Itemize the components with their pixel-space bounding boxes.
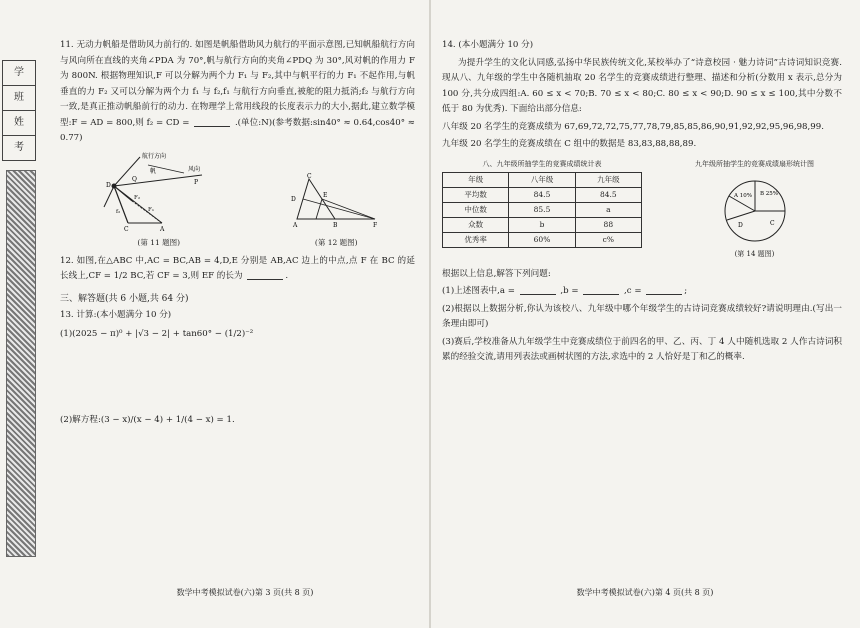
- q11-text: 11. 无动力帆船是借助风力前行的. 如图是帆船借助风力航行的平面示意图,已知帆船航行方向与风向所在直线的夹角∠PDA 为 70°,帆与航行方向的夹角∠PDQ 为 30°,风对帆的作用力 F 为 800N. 根据物理知识,F 可以分解为两个力 F₁ 与 F₂,其中与帆平行的力 F₁ 不起作用,与帆垂直的力 F₂ 又可以分解为两个力 f₁ 与 f₂,f₁ 与航行方向垂直,被舵的阻力抵消;f₂ 与航行方向一致,是真正推动帆船前行的动力. 在物理学上常用线段的长度表示力的大小,据此,建立数学模型:F = AD = 800,则 f₂ = CD =: [60, 40, 415, 128]
- q13-part-2: (2)解方程:(3 − x)/(x − 4) + 1/(4 − x) = 1.: [60, 414, 235, 425]
- footer-page-3: 数学中考模拟试卷(六)第 3 页(共 8 页): [176, 588, 314, 597]
- pie-label-d: D: [737, 221, 743, 229]
- q13-part-1-answer-space[interactable]: [60, 345, 415, 413]
- q14-pie-title: 九年级所抽学生的竞赛成绩扇形统计图: [695, 159, 814, 168]
- figures-11-12: [60, 151, 415, 248]
- svg-text:B: B: [333, 221, 338, 229]
- svg-text:E: E: [323, 191, 328, 199]
- q12-fraction: 1/2: [113, 271, 128, 281]
- q11-label-wind: 风向: [187, 165, 200, 173]
- svg-text:D: D: [105, 181, 111, 189]
- svg-text:f₂: f₂: [115, 208, 120, 215]
- table-cell: 84.5: [575, 187, 641, 202]
- table-cell: b: [509, 217, 575, 232]
- q11-answer-blank[interactable]: [194, 116, 230, 127]
- q14-sub-1-a-label: (1)上述图表中,a =: [442, 286, 515, 296]
- table-cell: 60%: [509, 232, 575, 247]
- binding-label-school: 学: [2, 60, 36, 86]
- q14-figures: [442, 159, 842, 259]
- q14-blank-b[interactable]: [583, 284, 619, 295]
- table-cell: 众数: [443, 217, 509, 232]
- table-header: 九年级: [575, 172, 641, 187]
- pie-chart-svg: [700, 169, 810, 247]
- pie-label-a: A 10%: [733, 192, 752, 199]
- sailboat-force-diagram: [94, 151, 224, 233]
- table-row: [443, 202, 642, 217]
- figure-12: [291, 173, 381, 248]
- svg-text:A: A: [159, 225, 165, 233]
- pie-label-c: C: [769, 219, 775, 227]
- q14-blank-a[interactable]: [520, 284, 556, 295]
- binding-strip: [0, 0, 40, 628]
- question-12: 12. 如图,在△ABC 中,AC = BC,AB = 4,D,E 分别是 AB,AC 边上的中点,点 F 在 BC 的延长线上,CF = 1/2 BC,若 CF = 3,则 EF 的长为 .: [60, 255, 415, 281]
- table-header: 年级: [443, 172, 509, 187]
- left-page-content: [60, 38, 415, 430]
- pie-label-b: B 25%: [759, 190, 778, 197]
- triangle-diagram: [291, 173, 381, 233]
- svg-text:C: C: [307, 172, 312, 180]
- svg-text:F₁: F₁: [147, 206, 154, 213]
- binding-hatch-pattern: [6, 170, 36, 557]
- table-cell: 88: [575, 217, 641, 232]
- svg-text:P: P: [193, 178, 198, 186]
- svg-text:F: F: [373, 221, 378, 229]
- binding-label-class: 班: [2, 86, 36, 111]
- svg-text:C: C: [123, 225, 129, 233]
- table-cell: 84.5: [509, 187, 575, 202]
- q14-pie-caption: (第 14 题图): [734, 249, 775, 258]
- section-3-heading: 三、解答题(共 6 小题,共 64 分): [60, 293, 189, 304]
- table-cell: a: [575, 202, 641, 217]
- right-page: [430, 0, 860, 628]
- q14-sub-2: (2)根据以上数据分析,你认为该校八、九年级中哪个年级学生的古诗词竞赛成绩较好?请说明理由.(写出一条理由即可): [442, 303, 842, 329]
- q14-statistics-table: [442, 159, 642, 259]
- q14-sub-3: (3)赛后,学校准备从九年级学生中竞赛成绩位于前四名的甲、乙、丙、丁 4 人中随机选取 2 人作古诗词积累的经验交流,请用列表法或画树状图的方法,求选中的 2 人恰好是丁和乙的概率.: [442, 336, 842, 362]
- table-cell: c%: [575, 232, 641, 247]
- q11-label-sail: 帆: [149, 167, 156, 175]
- q14-sub-1: (1)上述图表中,a = ,b = ,c = ;: [442, 286, 688, 296]
- q12-answer-blank[interactable]: [247, 269, 283, 280]
- table-row: [443, 217, 642, 232]
- q12-text: 12. 如图,在△ABC 中,AC = BC,AB = 4,D,E 分别是 AB,AC 边上的中点,点 F 在 BC 的延长线上,CF =: [60, 255, 415, 281]
- q14-title: 14. (本小题满分 10 分): [442, 40, 534, 50]
- svg-text:D: D: [291, 195, 297, 203]
- table-row: [443, 232, 642, 247]
- binding-label-exam: 考: [2, 136, 36, 161]
- q14-pie-chart: [667, 159, 842, 259]
- figure-11: [94, 151, 224, 248]
- q14-sub-1-b-label: ,b =: [560, 286, 579, 296]
- q14-table-title: 八、九年级所抽学生的竞赛成绩统计表: [482, 159, 602, 168]
- table-cell: 85.5: [509, 202, 575, 217]
- table-row: [443, 187, 642, 202]
- q11-label-direction: 航行方向: [141, 152, 166, 160]
- figure-11-caption: (第 11 题图): [137, 237, 181, 247]
- table-cell: 平均数: [443, 187, 509, 202]
- right-page-content: [442, 38, 842, 368]
- svg-text:F₂: F₂: [133, 194, 140, 201]
- q12-text-tail: BC,若 CF = 3,则 EF 的长为: [130, 271, 243, 281]
- question-13: [60, 308, 415, 429]
- q14-grade9-c-scores: 九年级 20 名学生的竞赛成绩在 C 组中的数据是 83,83,88,88,89.: [442, 139, 697, 149]
- table-header: 八年级: [509, 172, 575, 187]
- binding-label-name: 姓: [2, 111, 36, 136]
- table-cell: 优秀率: [443, 232, 509, 247]
- footer-page-4: 数学中考模拟试卷(六)第 4 页(共 8 页): [576, 588, 714, 597]
- q13-part-1: (1)(2025 − π)⁰ + |√3 − 2| + tan60° − (1/2)⁻²: [60, 329, 254, 339]
- table-header-row: [443, 172, 642, 187]
- q14-sub-1-c-label: ,c =: [624, 286, 642, 296]
- binding-info-boxes: [2, 60, 36, 161]
- figure-12-caption: (第 12 题图): [314, 237, 358, 247]
- svg-text:Q: Q: [131, 175, 137, 183]
- q14-intro: 为提升学生的文化认同感,弘扬中华民族传统文化,某校举办了“诗意校园 · 魅力诗词”古诗词知识竞赛. 现从八、九年级的学生中各随机抽取 20 名学生的竞赛成绩进行整理、描述和分析(分数用 x 表示,总分为 100 分,共分成四组:A. 60 ≤ x < 70;B. 70 ≤ x < 80;C. 80 ≤ x < 90;D. 90 ≤ x ≤ 100,其中分数不低于 80 为优秀). 下面给出部分信息:: [442, 57, 842, 114]
- q14-prompt: 根据以上信息,解答下列问题:: [442, 268, 551, 279]
- q13-title: 13. 计算:(本小题满分 10 分): [60, 309, 172, 320]
- question-14: [442, 38, 842, 366]
- question-11: [60, 38, 415, 147]
- q14-grade8-scores: 八年级 20 名学生的竞赛成绩为 67,69,72,72,75,77,78,79,85,85,86,90,91,92,92,95,96,98,99.: [442, 121, 824, 132]
- table-cell: 中位数: [443, 202, 509, 217]
- svg-text:A: A: [293, 221, 298, 229]
- q14-blank-c[interactable]: [646, 284, 682, 295]
- q11-text-tail: .(单位:N)(参考数据:sin40° ≈ 0.64,cos40° ≈ 0.77): [60, 117, 415, 143]
